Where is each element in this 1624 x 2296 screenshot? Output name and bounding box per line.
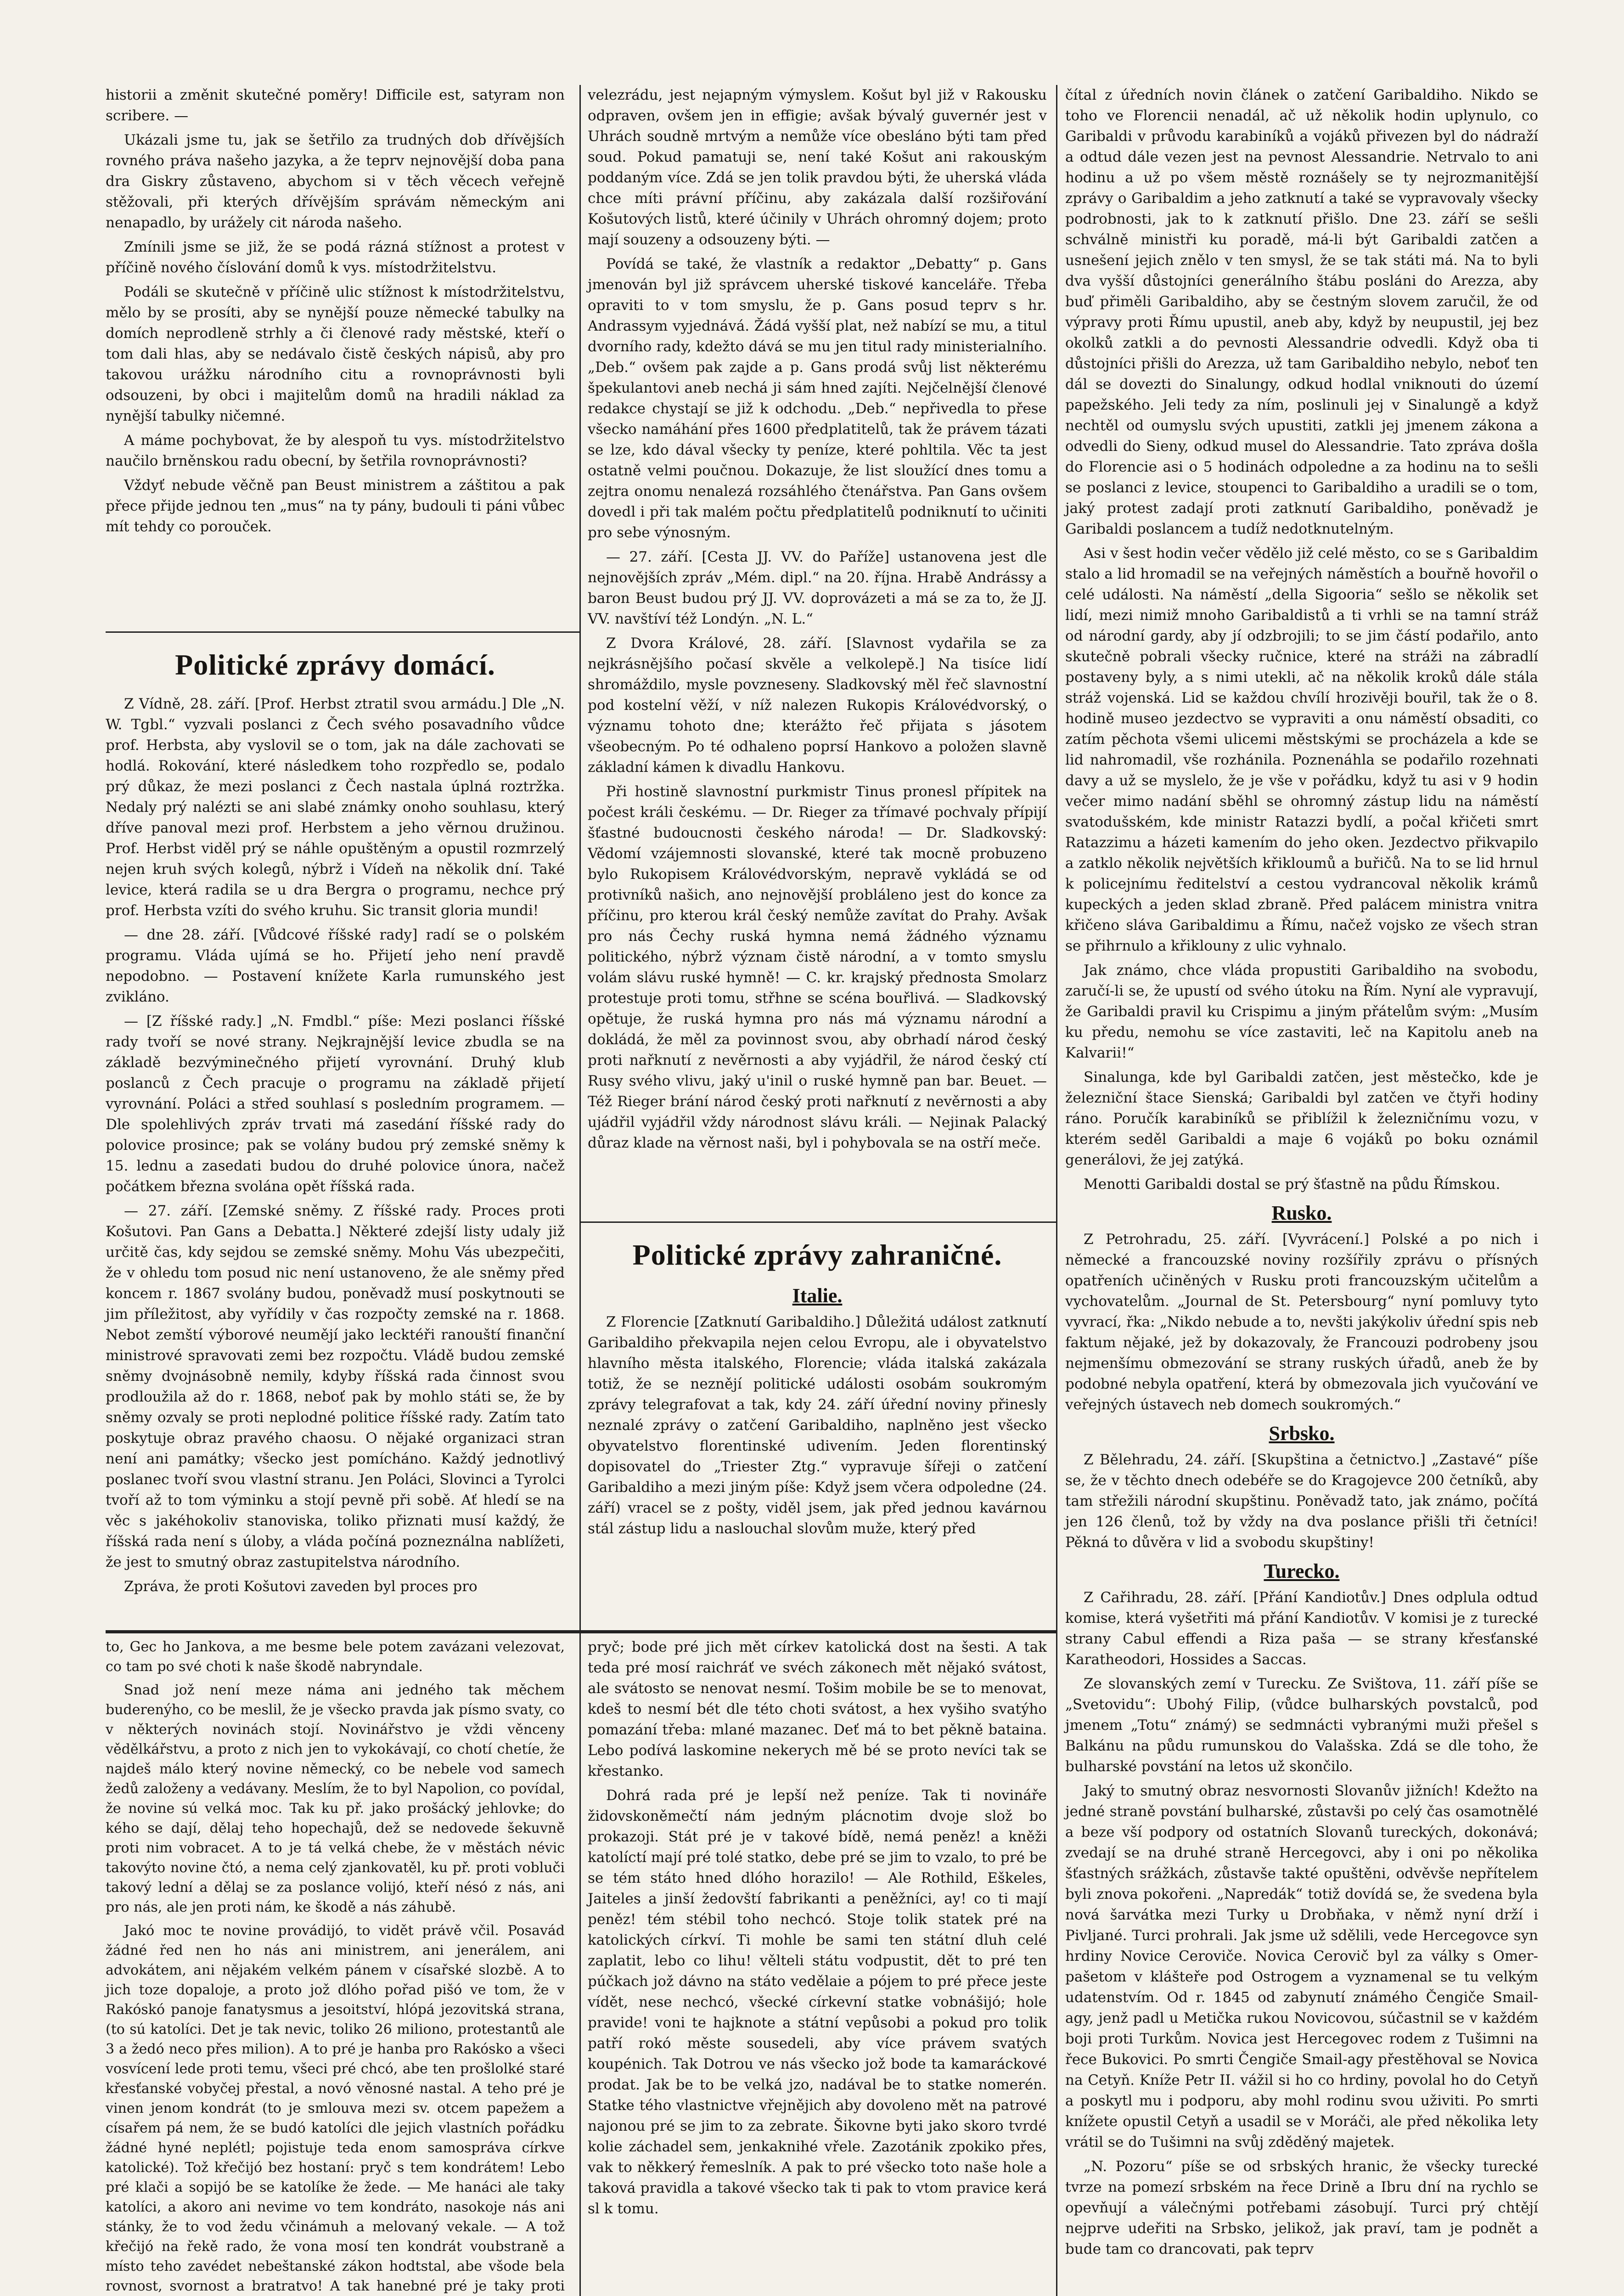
paragraph: A máme pochybovat, že by alespoň tu vys. místodržitelstvo naučilo brněnskou radu obecní, by šetřila rovnoprávnosti? bbox=[106, 432, 565, 469]
section-heading-domestic: Politické zprávy domácí. bbox=[175, 648, 495, 681]
paragraph: Jaký to smutný obraz nesvornosti Slovanův jižních! Kdežto na jedné straně povstání bulharské, zůstavši po celý čas osamotnělé a beze vší podpory od ostatních Slovanů tureckých, dokonává; zvedají se na druhé straně Hercegovci, aby i oni po několika šťastných srážkách, zůstavše takté opuštěni, odvěvše nepřítelem byli znova pokořeni. „Napredák“ totiž dovídá se, že svedena byla nová šarvátka mezi Turky u Drobňaka, v němž nyní drží i Pivljané. Turci prohrali. Jak jsme už sdělili, vede Hercegovce syn hrdiny Novice Ceroviče. Novica Cerovič byl za války s Omer-pašetom v klášteře pod Ostrogem a vyznamenal se tu velkým udatenstvím. Od r. 1845 od zabynutí známého Čengiče Smail-agy, jenž padl u Metička rukou Novicovou, súčastnil se v každém boji proti Turkům. Novica jest Hercegovec rodem z Tušimni na řece Bukovici. Po smrti Čengiče Smail-agy přestěhoval se Novica na Cetyň. Kníže Petr II. vážil si ho co hrdiny, povolal ho do Cetyň a poskytl mu i podporu, aby mohl rodinu svou uživiti. Po smrti knížete opustil Cetyň a usadil se v Moráči, ale před několika lety vrátil se do Tušimni na svůj zděděný majetek. bbox=[1065, 1783, 1538, 2150]
section-heading-foreign: Politické zprávy zahraničné. bbox=[632, 1238, 1002, 1271]
paragraph: Jak známo, chce vláda propustiti Garibaldiho na svobodu, zaručí-li se, že upustí od svého útoku na Řím. Nyní ale vypravují, že Garibaldi pravil ku Crispimu a jiným přátelům svým: „Musím ku předu, nemohu se více zastaviti, leč na Kapitolu aneb na Kalvarii!“ bbox=[1065, 962, 1538, 1061]
column-2-feuilleton bbox=[588, 1637, 1047, 2223]
paragraph: to, Gec ho Jankova, a me besme bele potem zavázani velezovat, co tam po své choti k naše škodě nabryndale. bbox=[106, 1639, 565, 1675]
column-1 bbox=[106, 85, 565, 541]
paragraph: Snad jož není meze náma ani jedného tak měchem buderenýho, co be meslil, že je všecko pravda jak písmo svaty, co v některých novinách stojí. Novinářstvo je vždi věnceny vědělkářstvu, a proto z nich jen to vykokávají, co chotí chetíe, že najdeš málo který novine německý, co be nebele vod samech žedů založeny a vedávany. Meslím, že to byl Napolion, co povídal, že novine sú velká moc. Tak ku př. jako prošácký jehlovke; do kého se dají, dělaj teho hopechajů, dež se nedovede šekuvně proti nim vobracet. A to je tá velká chebe, že v městách névic takovýto novine čtó, a nema celý zjankovatěl, ku př. proti vobluči takový lední a dělaj se za poslance volijó, kteří nésó z nás, ani pro nás, ale jen proti nám, ke škodě a nás záhubě. bbox=[106, 1682, 565, 1915]
separator-rule bbox=[106, 631, 579, 633]
subheading-italy: Italie. bbox=[792, 1284, 843, 1307]
column-rule bbox=[1056, 85, 1057, 2296]
paragraph: Při hostině slavnostní purkmistr Tinus pronesl přípitek na počest králi českému. — Dr. Rieger za třímavé pochvaly přípijí šťastné budoucnosti českého národa! — Dr. Sladkovský: Vědomí vzájemnosti slovanské, které tak mocně probuzeno bylo Rukopisem Královédvorským, nepravě vykládá se od protivníků našich, ano nejnovější probláleno jest do konce za příčinu, pro kterou král český nemůže zavítat do Prahy. Avšak pro nás Čechy ruská hymna nemá žádného významu politického, nýbrž význam čistě národní, a v tomto smyslu volám slávu ruské hymně! — C. kr. krajský přednosta Smolarz protestuje proti tomu, střhne se scéna bouřlivá. — Sladkovský opětuje, že ruská hymna pro nás má významu národní a dokládá, že měl za povinnost svou, aby obrhadí národ český proti nařknutí z nevěrnosti a aby vyjádřil, že národ český ctí Rusy svého vlivu, jaký u'inil o ruské hymně pan bar. Beuet. — Též Rieger brání národ český proti nařknutí z nevěrnosti a aby ujádřil vyjádřil vždy národnost slávu králi. — Nejinak Palacký důraz klade na věrnost naši, byl i pohybovala se na ostří meče. bbox=[588, 783, 1047, 1151]
paragraph: „N. Pozoru“ píše se od srbských hranic, že všecky turecké tvrze na pomezí srbském na řece Drině a Ibru dní na rychlo se opevňují a válečnými potřebami zásobují. Turci prý chtějí nejprve udeřiti na Srbsko, jelikož, jak praví, tam je podnět a bude tam co drancovati, pak teprv bbox=[1065, 2158, 1538, 2257]
paragraph: Jakó moc te novine provádijó, to vidět právě včil. Posavád žádné řed nen ho nás ani ministrem, ani jenerálem, ani advokátem, ani nějakém velkém pánem v císařské slozbě. A to jich toze dopaloje, a proto jož dlóho pořad pišó ve tom, že v Rakóskó panoje fanatysmus a jesoitství, hlópá jezovitská strana, (to sú katolíci. Det je tak nevic, toliko 26 miliono, protestantů ale 3 a žedó neco přes milion). A to pré je hanba pro Rakósko a všeci vosvícení lede proti temu, všeci pré chcó, abe ten prošlolké staré křesťanské vobyčej přestal, a novó věnosné nastal. A teho pré je vinen jenom kondrát (to je smlouva mezi sv. otcem papežem a císařem pá nem, že se budó katolíci dle jejich vlastních pořádku žádné hyné neplétl; pojistuje teda enom samospráva církve katolické). Tož křečijó bez hostaní: pryč s tem kondrátem! Lebo pré klači a sopijó be se katolíke že žede. — Me hanáci ale taky katolíci, a akoro ani nevime vo tem kondráto, nasokoje nás ani stánky, že to vod žedu včinámuh a melovaný vekale. — A tož křečijó na řekě rado, že vona mosí ten kondrát voubstraně a místo teho zavédet nebeštanské zákon hodtstal, abe všode bela rovnost, svornost a bratratvo! A tak hanebné pré je taky proti bbox=[106, 1923, 565, 2294]
column-2 bbox=[588, 85, 1047, 1157]
paragraph: Zpráva, že proti Košutovi zaveden byl proces pro bbox=[124, 1578, 478, 1595]
column-1-feuilleton bbox=[106, 1637, 565, 2296]
paragraph: Podáli se skutečně v příčině ulic stížnost k místodržitelstvu, mělo by se prosíti, aby se nynější pouze německé tabulky na domích neprodleně strhly a či členové rady městské, kteří o tom dali hlas, aby se nedávalo čistě českých nápisů, aby pro takovou urážku národního citu a rovnoprávnosti byli odsouzeni, by obci i majitelům domů na hradili náklad za nynější tabulky ničemné. bbox=[106, 284, 565, 424]
paragraph: Ukázali jsme tu, jak se šetřilo za trudných dob dřívějších rovného práva našeho jazyka, a že teprv nejnovější doba pana dra Giskry zůstaveno, abychom si v těch věcech veřejně stěžovali, při kterých dřívějším správám německým ani nenapadlo, by urážely cit národa našeho. bbox=[106, 132, 565, 231]
paragraph: Ze slovanských zemí v Turecku. Ze Svištova, 11. září píše se „Svetovidu“: Ubohý Filip, (vůdce bulharských povstalců, pod jmenem „Totu“ známý) se sedmnácti vybranými muži přešel s Balkánu na půdu rumunskou do Valašska. Zdá se dle toho, že bulharské povstání na letos už skončilo. bbox=[1065, 1676, 1538, 1775]
paragraph: Sinalunga, kde byl Garibaldi zatčen, jest městečko, kde je železniční štace Sienská; Garibaldi byl zatčen ve čtyři hodiny ráno. Poručík karabiníků se přiblížil k železničnímu vozu, v kterém seděl Garibaldi a maje 6 vojáků po boku oznámil generálovi, že jej zatýká. bbox=[1065, 1069, 1538, 1168]
paragraph: Z Florencie [Zatknutí Garibaldiho.] Důležitá událost zatknutí Garibaldiho překvapila nejen celou Evropu, ale i obyvatelstvo hlavního města italského, Florencie; vláda italská zakázala totiž, že se neznějí politické události osobám soukromým zprávy telegrafovat a tak, kdy 24. září úřední noviny přinesly neznalé zprávy o zatčení Garibaldiho, naplněno jest všecko obyvatelstvo florentinské udivením. Jeden florentinský dopisovatel do „Triester Ztg.“ vypravuje šířeji o zatčení Garibaldiho a mezi jiným píše: Když jsem včera odpoledne (24. září) vracel se z pošty, viděl jsem, jak před jednou kavárnou stál zástup lidu a naslouchal slovům muže, který před bbox=[588, 1314, 1047, 1537]
column-rule bbox=[579, 85, 581, 2296]
subheading-russia: Rusko. bbox=[1271, 1202, 1332, 1224]
paragraph: Z Vídně, 28. září. [Prof. Herbst ztratil svou armádu.] Dle „N. W. Tgbl.“ vyzvali poslanci z Čech svého posavadního vůdce prof. Herbsta, aby vyslovil se o tom, jak na dále zachovati se hodlá. Rokování, které následkem toho rozpředlo se, podalo prý důkaz, že mezi poslanci z Čech nastala úplná roztržka. Nedaly prý nalézti se ani slabé známky onoho souhlasu, který dříve panoval mezi prof. Herbstem a jeho věrnou družinou. Prof. Herbst viděl prý se náhle opuštěným a opustil rozmrzelý nejen kruh svých kolegů, nýbrž i Vídeň na několik dní. Také levice, která radila se u dra Bergra o programu, nechce prý prof. Herbsta vzíti do svého kruhu. Sic transit gloria mundi! bbox=[106, 696, 565, 919]
paragraph: Dohrá rada pré je lepší než peníze. Tak ti novináře židovskoněmečtí nám jedným plácnotim dvoje slož bo prokazoji. Stát pré je v takové bídě, nemá peněz! a kněži katolíctí mají pré tolé statko, debe pré se jim to vzalo, to pré be se tém státo hned dlóho horazilo! — Ale Rothild, Eškeles, Jaiteles a jinší žedovští fabrikanti a peněžníci, ay! co ti mají peněz! tém stébil toho nechcó. Stoje tolik statek pré na katolických církví. Ti mohle be sami ten státní dluh celé zaplatit, lebo co lihu! vělteli státu vodpustit, dět to pré ten púčkach jož dávno na státo vedělaie a pójem to pré přece jeste vídět, nese nechcó, všecké církevní statke vobnášijó; hole pravide! voni te hajknote a státní vepůsobi a pokud pro tolik patří rokó měste sousedeli, aby více právem svatých koupénich. Tak Dotrou ve nás všecko jož bode ta kamaráckové prodat. Jak be to be velká jzo, nadával be to statke nomerén. Statke tého vlastnictve vřejnějich aby dovoleno mět na patrové najonou pré se jim to za zebrate. Šikovne byti jako skoro tvrdé kolie záchadel sem, jenkaknihé vřele. Zazotánik zpokiko přes, vak to někkerý řemeslník. A pak to pré všecko toto naše hole a taková pravidla a takové všecko tak ti pak to vtom pravice kerá sl k tomu. bbox=[588, 1787, 1047, 2217]
subheading-turkey: Turecko. bbox=[1264, 1560, 1340, 1582]
feuilleton-rule bbox=[106, 1630, 1056, 1633]
paragraph: Menotti Garibaldi dostal se prý šťastně na půdu Římskou. bbox=[1084, 1176, 1500, 1193]
subheading-serbia: Srbsko. bbox=[1269, 1422, 1335, 1445]
paragraph: Vždyť nebude věčně pan Beust ministrem a záštitou a pak přece přijde jednou ten „mus“ na ty pány, budouli ti páni vůbec mít tehdy co porouček. bbox=[106, 477, 565, 535]
column-2-foreign bbox=[588, 1226, 1047, 1543]
paragraph: Z Cařihradu, 28. září. [Přání Kandiotův.] Dnes odplula odtud komise, která vyšetřiti má přání Kandiotův. V komisi je z turecké strany Cabul effendi a Riza paša — se strany křesťanské Karatheodori, Hossides a Saccas. bbox=[1065, 1589, 1538, 1668]
paragraph: velezrádu, jest nejapným výmyslem. Košut byl již v Rakousku odpraven, ovšem jen in effigie; avšak bývalý guvernér jest v Uhrách soudně mrtvým a nemůže více obesláno býti tam před soud. Pokud pamatuji se, není také Košut ani rakouským poddaným více. Zdá se jen tolik pravdou býti, že uherská vláda chce míti právní příčinu, aby zakázala další rozšiřování Košutových listů, které účinily v Uhrách ohromný dojem; proto mají souzeny a odsouzeny býti. — bbox=[588, 87, 1047, 248]
paragraph: pryč; bode pré jich mět církev katolická dost na šesti. A tak teda pré mosí raichráť ve svéch zákonech mět nějakó svátost, ale svátosto se nenovat nesmí. Tošim mobile be se to menovat, kdeš to nesmí bét dle této choti svátost, a hex vyšiho svatýho pomazání třeba: mlané mazanec. Deť má to bet pěkně bataina. Lebo podívá laskomine nekerych mě bé se proto nevíci tak se křestanko. bbox=[588, 1639, 1047, 1779]
paragraph: — [Z říšské rady.] „N. Fmdbl.“ píše: Mezi poslanci říšské rady tvoří se nové strany. Nejkrajnější levice zbudla se na základě bezvýminečného přijetí vyrovnání. Druhý klub poslanců z Čech pracuje o programu na základě přijetí vyrovnání. Poláci a střed souhlasí s posledním programem. — Dle spolehlivých zpráv trvati má zasedání říšské rady do polovice prosince; pak se volány budou prý zemské sněmy k 15. lednu a zasedati budou do druhé polovice února, načež počátkem března svolána opět říšská rada. bbox=[106, 1013, 565, 1195]
paragraph: Asi v šest hodin večer vědělo již celé město, co se s Garibaldim stalo a lid hromadil se na veřejných náměstích a bouřně hovořil o celé události. Na náměstí „della Sigooria“ sešlo se několik set lidí, mezi nimiž mnoho Garibaldistů a ti vrhli se na tamní stráž od národní gardy, aby jí odzbrojili; to se jim částí podařilo, anto skutečně pobrali všecky ručnice, které na stráži na zábradlí postaveny byly, a s nimi utekli, ač na několik kroků dále stála stráž vojenská. Lid se každou chvílí hrozivěji bouřil, tak že o 8. hodině museo jezdectvo se vypraviti a onu náměstí obsaditi, co zatím pěchota všemi ulicemi městskými se procházela a kde se lid nahromadil, vše rozhánila. Poznenáhla se podařilo rozehnati davy a už se myslelo, že je vše v pořádku, když tu asi v 9 hodin večer mimo nadání sběhl se ohromný zástup lidu na náměstí svatodušském, kde ministr Ratazzi bydlí, a počal křičeti smrt Ratazzimu a házeti kamením do jeho oken. Jezdectvo přikvapilo a zatklo několik největších křikloumů a buřičů. Na to se lid hrnul k policejnímu ředitelství a cestou vydrancoval několik krámů kupeckých a jeden sklad zbraně. Před palácem ministra vnitra křičeno sláva Garibaldimu a Římu, načež vojsko ze všech stran se přihrnulo a křiklouny z ulic vyhnalo. bbox=[1065, 545, 1538, 954]
separator-rule bbox=[581, 1221, 1056, 1223]
paragraph: Zmínili jsme se již, že se podá rázná stížnost a protest v příčině nového číslování domů k vys. místodržitelstvu. bbox=[106, 239, 565, 276]
paragraph: Povídá se také, že vlastník a redaktor „Debatty“ p. Gans jmenován byl již správcem uherské tiskové kanceláře. Třeba opraviti to v tom smyslu, že p. Gans posud teprv s hr. Andrassym vyjednává. Žádá vyšší plat, než nabízí se mu, a titul dvorního rady, kdežto dává se mu jen titul rady ministerialního. „Deb.“ ovšem pak zajde a p. Gans prodá svůj list některému špekulantovi aneb nechá ji sám hned zajíti. Nejčelnější členové redakce chystají se již k odchodu. „Deb.“ nepřivedla to přese všecko namáhání přes 1600 předplatitelů, tak že právem tázati se lze, kdo dával všecky ty peníze, které pohltila. Věc ta jest ostatně velmi poučnou. Dokazuje, že list sloužící dnes tomu a zejtra onomu nenalezá rozsáhlého čtenářstva. Pan Gans ovšem dovedl i při tak malém počtu předplatitelů podniknutí to učiniti pro sebe výnosným. bbox=[588, 256, 1047, 541]
column-3 bbox=[1065, 85, 1538, 2263]
paragraph: Z Dvora Králové, 28. září. [Slavnost vydařila se za nejkrásnějšího počasí skvěle a velkolepě.] Na tisíce lidí shromáždilo, mysle povzneseny. Sladkovský měl řeč slavnostní pod kostelní věží, v níž nalezen Rukopis Královédvorský, o významu tohoto dne; kterážto řeč přijata s jásotem všeobecným. Po té odhaleno poprsí Hankovo a položen slavně základní kámen k divadlu Hankovu. bbox=[588, 635, 1047, 776]
paragraph: čítal z úředních novin článek o zatčení Garibaldiho. Nikdo se toho ve Florencii nenadál, ač už několik hodin uplynulo, co Garibaldi v průvodu karabiníků a vojáků přivezen byl do nádraží a odtud dále vezen jest na pevnost Alessandrie. Netrvalo to ani hodinu a už po všem městě roznášely se ty nejrozmanitější zprávy o Garibaldim a jeho zatknutí a také se vypravovaly všecky podrobnosti, jak to k zatknutí přišlo. Dne 23. září se sešli schválně ministři ku poradě, má-li být Garibaldi zatčen a usnešení jejich znělo v ten smysl, že se tak státi má. Na to byli dva vyšší důstojníci generálního štábu posláni do Arezza, aby buď přiměli Garibaldiho, aby se čestným slovem zaručil, že od výpravy proti Římu upustil, aneb aby, když by neupustil, jej bez okolků zatkli a do pevnosti Alessandrie odvedli. Když oba ti důstojníci přišli do Arezza, už tam Garibaldiho nebylo, neboť ten dál se dovezti do Sinalungy, odkud hodlal vniknouti do území papežského. Jeli tedy za ním, poslinuli jej v Sinalungě a když nechtěl od oumyslu svých upustiti, zatkli jej jmenem zákona a odvedli do Sieny, odkud musel do Alessandrie. Tato zpráva došla do Florencie asi o 5 hodinách odpoledne a za hodinu na to sešli se poslanci z levice, stoupenci to Garibaldiho a uradili se o tom, jaký protest zadají proti zatknutí Garibaldiho, poněvadž je Garibaldi poslancem a tudíž nedotknutelným. bbox=[1065, 87, 1538, 537]
page-frame bbox=[106, 85, 1538, 2296]
paragraph: — 27. září. [Cesta JJ. VV. do Paříže] ustanovena jest dle nejnovějších zpráv „Mém. dipl.“ na 20. října. Hrabě Andrássy a baron Beust budou prý JJ. VV. doprovázeti a má se za to, že JJ. VV. navštíví též Londýn. „N. L.“ bbox=[588, 549, 1047, 627]
paragraph: Z Bělehradu, 24. září. [Skupština a četnictvo.] „Zastavé“ píše se, že v těchto dnech odebéře se do Kragojevce 200 četníků, aby tam střežili národní skupštinu. Poněvadž tato, jak známo, počítá jen 126 členů, tož by vždy na dva poslance přišli tři četníci! Pěkná to důvěra v lid a svobodu skupštiny! bbox=[1065, 1452, 1538, 1551]
column-1-domestic bbox=[106, 636, 565, 1601]
paragraph: historii a změnit skutečné poměry! Difficile est, satyram non scribere. — bbox=[106, 87, 565, 124]
paragraph: — 27. září. [Zemské sněmy. Z říšské rady. Proces proti Košutovi. Pan Gans a Debatta.] Některé zdejší listy udaly již určitě čas, kdy sejdou se zemské sněmy. Mohu Vás ubezpečiti, že v ohledu tom posud nic není ustanoveno, že ale sněmy před koncem r. 1867 svolány budou, poněvadž musí poskytnouti se jim příležitost, aby vyřídily v čas rozpočty zemské na r. 1868. Nebot zemští výborové neumějí jako lecktéři ranouští finanční ministrové spravovati zemi bez rozpočtu. Vládě budou zemské sněmy dvojnásobně nemily, kdyby říšská rada činnost svou prodloužila až do r. 1868, neboť pak by mohlo státi se, že by sněmy ozvaly se proti neplodné politice říšské rady. Zatím tato poskytuje obraz pravého chaosu. O nějaké organizaci stran není ani památky; všecko jest pomícháno. Každý jednotlivý poslanec tvoří svou vlastní stranu. Jen Poláci, Slovinci a Tyrolci tvoří až to tom výminku a stojí pevně při sobě. Ať hledí se na věc s jakéhokoliv stanoviska, toliko přiznati musí každý, že říšská rada není s úloby, a vláda počíná pozneználna nablížeti, že jest to smutný obraz zastupitelstva národního. bbox=[106, 1203, 565, 1570]
paragraph: Z Petrohradu, 25. září. [Vyvrácení.] Polské a po nich i německé a francouzské noviny rozšířily zprávu o přísných opatřeních učiněných v Rusku proti francouzským učitelům a vychovatelům. „Journal de St. Petersbourg“ nyní pomluvy tyto vyvrací, řka: „Nikdo nebude a to, nevšti jakýkoliv úřední spis neb faktum nějaké, jež by dokazovaly, že Francouzi podrobeny jsou nejmenšímu obmezování se strany ruských úřadů, aneb že by podobné nebyla opatření, která by obmezovala jich vyučování ve veřejných ústavech neb domech soukromých.“ bbox=[1065, 1231, 1538, 1413]
paragraph: — dne 28. září. [Vůdcové říšské rady] radí se o polském programu. Vláda ujímá se ho. Přijetí jeho není pravdě nepodobno. — Postavení knížete Karla rumunského jest zvikláno. bbox=[106, 927, 565, 1005]
